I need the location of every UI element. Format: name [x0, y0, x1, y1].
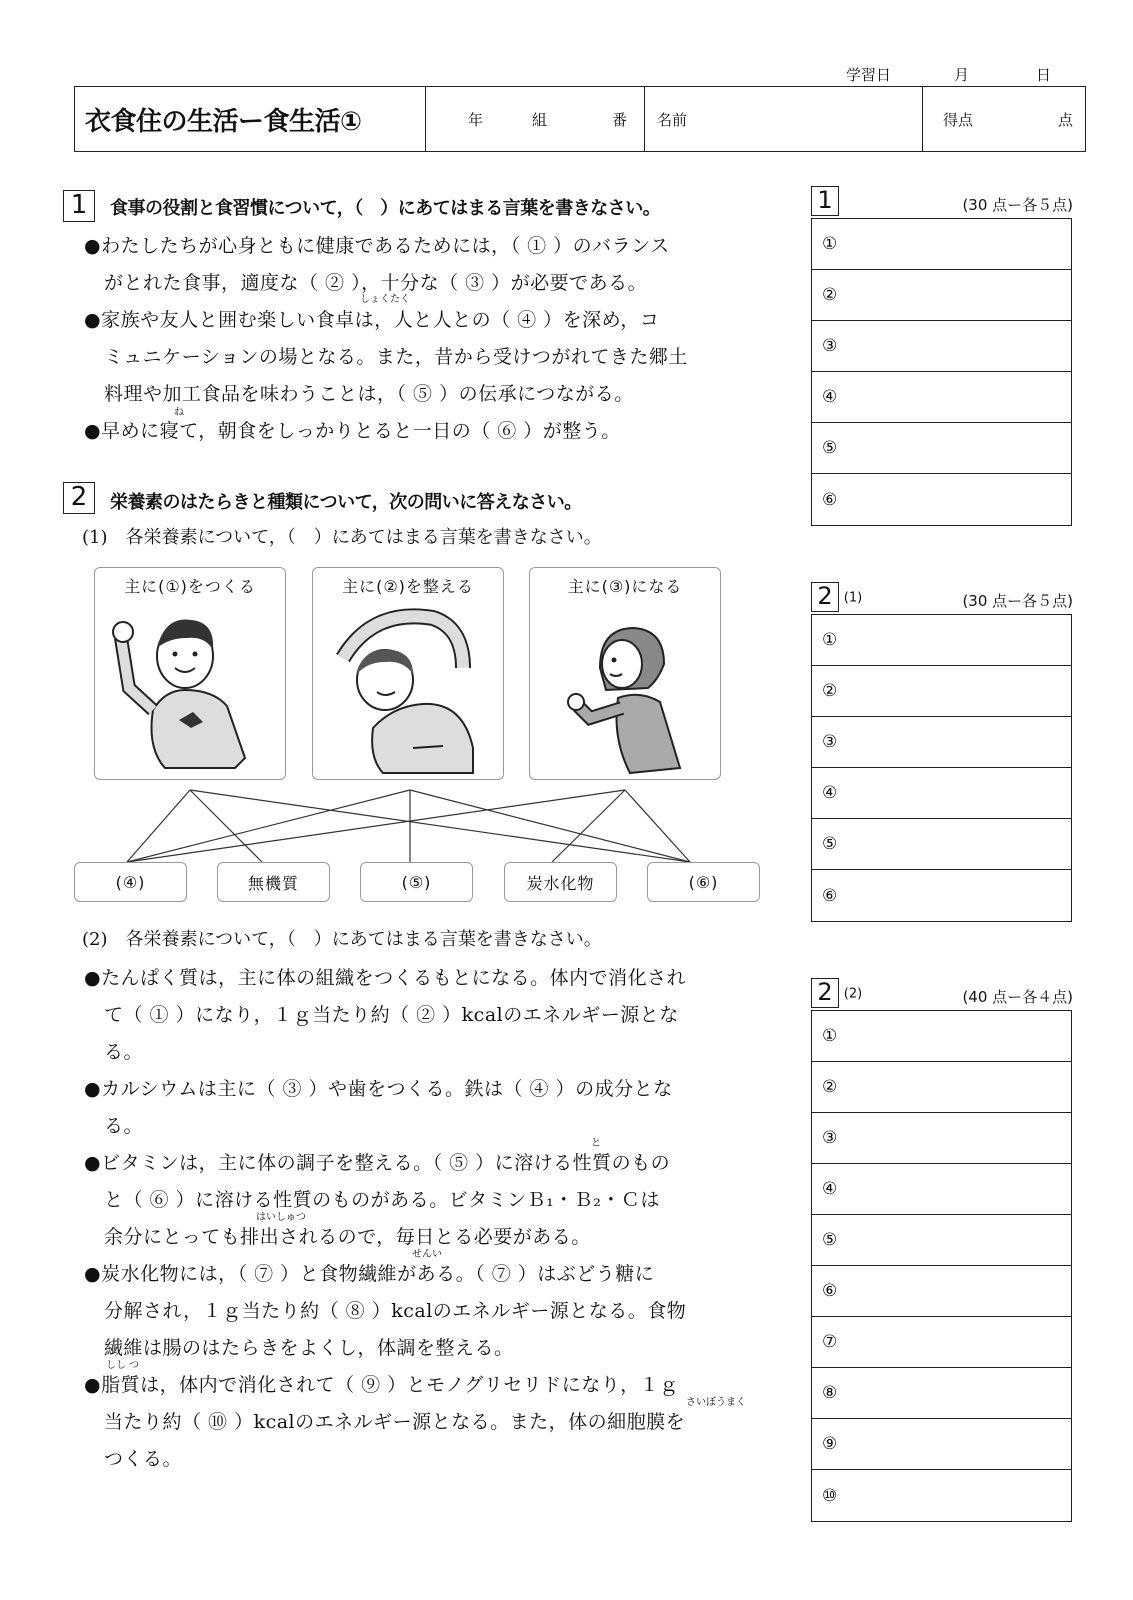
ruby-seni: せんい: [412, 1249, 442, 1260]
answer2-1-sub: (1): [843, 590, 863, 606]
section2-line: と（ ⑥ ）に溶ける性質のものがある。ビタミンＢ₁・Ｂ₂・Ｃは: [104, 1189, 660, 1211]
ruby-saibomaku: さいぼうまく: [686, 1397, 746, 1408]
answer-field[interactable]: [812, 819, 1071, 870]
answer-field[interactable]: [812, 1164, 1071, 1215]
answer-label: ③: [822, 336, 838, 356]
answer2-2-sub: (2): [843, 986, 863, 1002]
answer-label: ①: [822, 630, 838, 650]
answer-label: ⑥: [822, 489, 838, 510]
nutrient-box-4: [74, 862, 187, 902]
answer-label: ②: [822, 681, 838, 701]
answer1-box: [811, 218, 1072, 526]
answer-field[interactable]: [812, 474, 1071, 525]
answer-label: ⑦: [822, 1332, 838, 1352]
answer-field[interactable]: [812, 1419, 1071, 1470]
answer-label: ①: [822, 234, 838, 254]
ruby-shokutaku: しょくたく: [360, 294, 410, 305]
section2-line: 当たり約（ ⑩ ）kcalのエネルギー源となる。また，体の細胞膜を: [104, 1411, 686, 1433]
section2-line: ●炭水化物には，（ ⑦ ）と食物繊維がある。（ ⑦ ）はぶどう糖に: [84, 1263, 655, 1285]
nutrient-box-6: [647, 862, 760, 902]
answer-label: ⑥: [822, 1281, 838, 1301]
answer2-2-header: [811, 978, 1073, 1008]
answer-field[interactable]: [812, 1266, 1071, 1317]
section2-line: る。: [104, 1041, 144, 1063]
answer1-header: [811, 186, 1073, 216]
answer-field[interactable]: [812, 717, 1071, 768]
answer-field[interactable]: [812, 372, 1071, 423]
answer-label: ⑤: [822, 1230, 838, 1250]
answer-field[interactable]: [812, 1470, 1071, 1521]
card-caption: 主に(③)になる: [567, 577, 683, 596]
answer-label: ⑧: [822, 1383, 838, 1403]
ruby-to: と: [591, 1138, 601, 1149]
nutrient-label: 炭水化物: [526, 873, 595, 893]
answer-label: ⑩: [822, 1485, 838, 1506]
answer-label: ④: [822, 387, 838, 407]
nutrient-box-carbohydrate: [504, 862, 617, 902]
answer2-2-points: (40 点ー各４点): [962, 988, 1073, 1006]
nutrient-label: (④): [115, 872, 146, 892]
answer-label: ③: [822, 1128, 838, 1148]
answer-field[interactable]: [812, 768, 1071, 819]
section2-line: ●脂質は，体内で消化されて（ ⑨ ）とモノグリセリドになり，１ｇ: [84, 1374, 679, 1396]
ruby-ne: ね: [174, 407, 184, 418]
class-number-label: 番: [612, 110, 628, 129]
answer-field[interactable]: [812, 1317, 1071, 1368]
section1-number: 1: [63, 190, 95, 222]
answer-field[interactable]: [812, 219, 1071, 270]
answer-label: ①: [822, 1026, 838, 1046]
worksheet-title: 衣食住の生活ー食生活①: [75, 87, 426, 151]
answer-field[interactable]: [812, 270, 1071, 321]
answer-field[interactable]: [812, 666, 1071, 717]
card-caption: 主に(②)を整える: [342, 577, 474, 596]
answer-label: ⑤: [822, 834, 838, 854]
answer2-1-box: [811, 614, 1072, 922]
ruby-haishutsu: はいしゅつ: [256, 1212, 306, 1223]
section2-line: る。: [104, 1115, 144, 1137]
answer-field[interactable]: [812, 1011, 1071, 1062]
nutrient-label: (⑥): [688, 872, 719, 892]
section2-line: て（ ① ）になり，１ｇ当たり約（ ② ）kcalのエネルギー源とな: [104, 1004, 679, 1026]
nutrient-label: 無機質: [247, 873, 299, 893]
section2-line: ●カルシウムは主に（ ③ ）や歯をつくる。鉄は（ ④ ）の成分とな: [84, 1078, 673, 1100]
answer1-points: (30 点ー各５点): [962, 196, 1073, 214]
ruby-shishitsu: しし つ: [106, 1360, 140, 1371]
nutrient-box-mineral: [217, 862, 330, 902]
section1-line: ●家族や友人と囲む楽しい食卓は，人と人との（ ④ ）を深め，コ: [84, 309, 660, 331]
answer-field[interactable]: [812, 615, 1071, 666]
class-group-label: 組: [532, 110, 548, 129]
answer-field[interactable]: [812, 1368, 1071, 1419]
answer2-2-number: 2: [811, 978, 839, 1008]
answer-field[interactable]: [812, 1215, 1071, 1266]
section2-line: ●たんぱく質は，主に体の組織をつくるもとになる。体内で消化され: [84, 967, 687, 989]
answer-field[interactable]: [812, 1062, 1071, 1113]
nutrient-box-5: [360, 862, 473, 902]
score-unit: 点: [1057, 110, 1073, 129]
section1-line: ミュニケーションの場となる。また，昔から受けつがれてきた郷土: [104, 346, 688, 368]
answer2-1-number: 2: [811, 582, 839, 612]
section1-line: 料理や加工食品を味わうことは，（ ⑤ ）の伝承につながる。: [104, 383, 634, 405]
answer-label: ⑥: [822, 885, 838, 906]
class-year-label: 年: [468, 110, 484, 129]
answer-label: ②: [822, 1077, 838, 1097]
score-label: 得点: [943, 110, 974, 129]
question-2: (2) 各栄養素について，（ ）にあてはまる言葉を書きなさい。: [82, 929, 602, 950]
answer-label: ⑨: [822, 1434, 838, 1454]
card-caption: 主に(①)をつくる: [124, 577, 256, 596]
section2-line: 分解され，１ｇ当たり約（ ⑧ ）kcalのエネルギー源となる。食物: [104, 1300, 687, 1322]
answer1-number: 1: [811, 186, 839, 216]
section2-text: [84, 960, 686, 1478]
answer-field[interactable]: [812, 321, 1071, 372]
day-label: 日: [1036, 66, 1052, 84]
answer-label: ④: [822, 1179, 838, 1199]
section1-line: ●わたしたちが心身ともに健康であるためには，（ ① ）のバランス: [84, 235, 670, 257]
answer2-1-header: [811, 582, 1073, 612]
answer-field[interactable]: [812, 1113, 1071, 1164]
answer-label: ③: [822, 732, 838, 752]
month-label: 月: [954, 66, 970, 84]
section2-line: ●ビタミンは，主に体の調子を整える。（ ⑤ ）に溶ける性質のもの: [84, 1152, 671, 1174]
section1-line: がとれた食事，適度な（ ② ），十分な（ ③ ）が必要である。: [104, 272, 648, 294]
name-label: 名前: [657, 110, 688, 129]
answer-label: ④: [822, 783, 838, 803]
nutrient-label: (⑤): [401, 872, 432, 892]
answer-field[interactable]: [812, 423, 1071, 474]
section1-line: ●早めに寝て，朝食をしっかりとると一日の（ ⑥ ）が整う。: [84, 420, 621, 442]
answer-label: ②: [822, 285, 838, 305]
answer2-1-points: (30 点ー各５点): [962, 592, 1073, 610]
section2-line: 余分にとっても排出されるので，毎日とる必要がある。: [104, 1226, 591, 1248]
answer-field[interactable]: [812, 870, 1071, 921]
section2-title: 栄養素のはたらきと種類について，次の問いに答えなさい。: [110, 492, 582, 513]
section2-line: 繊維は腸のはたらきをよくし，体調を整える。: [104, 1337, 514, 1359]
question-1: (1) 各栄養素について，（ ）にあてはまる言葉を書きなさい。: [82, 527, 602, 548]
section2-number: 2: [63, 482, 95, 514]
section1-title: 食事の役割と食習慣について，（ ）にあてはまる言葉を書きなさい。: [110, 198, 661, 219]
answer2-2-box: [811, 1010, 1072, 1522]
answer-label: ⑤: [822, 438, 838, 458]
date-label: 学習日: [846, 66, 892, 84]
section2-line: つくる。: [104, 1448, 183, 1470]
